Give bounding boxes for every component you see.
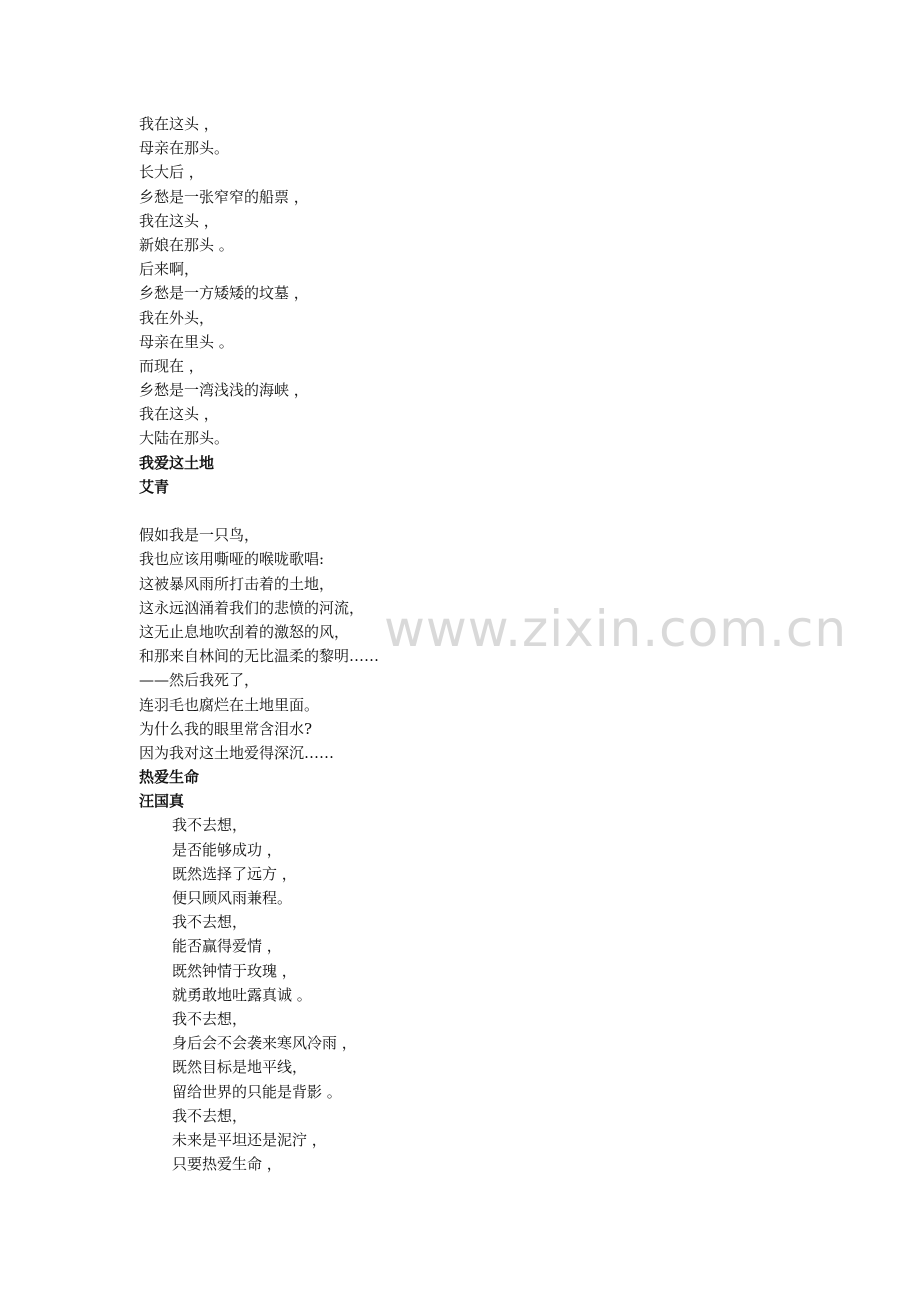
poem-line: 能否赢得爱情 ， (172, 937, 282, 956)
poem-author: 艾青 (139, 477, 170, 496)
poem-line: 后来啊， (139, 260, 200, 279)
poem-line: 就勇敢地吐露真诚 。 (172, 985, 312, 1004)
poem-line: 我不去想， (172, 1106, 248, 1125)
poem-line: 这无止息地吹刮着的激怒的风， (139, 622, 350, 641)
poem-line: 大陆在那头。 (139, 429, 230, 448)
poem-wo-ai-zhe-tudi (139, 451, 819, 765)
poem-line: 新娘在那头 。 (139, 235, 234, 254)
poem-line: 是否能够成功 ， (172, 840, 282, 859)
poem-line: 而现在 ， (139, 356, 204, 375)
poem-title: 我爱这土地 (139, 453, 215, 472)
poem-line: 只要热爱生命 ， (172, 1155, 282, 1174)
site-watermark: www.zixin.com.cn (384, 600, 848, 658)
poem-line: 和那来自林间的无比温柔的黎明…… (139, 647, 380, 666)
poem-line: 假如我是一只鸟， (139, 526, 260, 545)
poem-line: 我不去想， (172, 1009, 248, 1028)
blank-line (139, 499, 819, 523)
poem-line: 我不去想， (172, 913, 248, 932)
poem-line: 因为我对这土地爱得深沉…… (139, 743, 335, 762)
poem-line: 乡愁是一方矮矮的坟墓 ， (139, 284, 309, 303)
document-page (139, 112, 819, 1176)
poem-line: 既然钟情于玫瑰 ， (172, 961, 297, 980)
poem-line: 母亲在里头 。 (139, 332, 234, 351)
poem-line: 我在这头 ， (139, 115, 219, 133)
poem-line: 未来是平坦还是泥泞 ， (172, 1130, 327, 1149)
poem-line: 便只顾风雨兼程。 (172, 889, 293, 907)
poem-xiangchou-excerpt (139, 112, 819, 451)
poem-line: 我在这头 ， (139, 405, 219, 424)
poem-line: 我在这头 ， (139, 211, 219, 230)
poem-line: 留给世界的只能是背影 。 (172, 1082, 342, 1101)
poem-line: 我也应该用嘶哑的喉咙歌唱: (139, 550, 325, 569)
poem-line: 连羽毛也腐烂在土地里面。 (139, 695, 320, 714)
poem-line: 既然选择了远方 ， (172, 864, 297, 883)
poem-line: 既然目标是地平线， (172, 1058, 308, 1077)
poem-line: 乡愁是一张窄窄的船票 ， (139, 187, 309, 206)
poem-title: 热爱生命 (139, 768, 200, 787)
poem-author: 汪国真 (139, 792, 185, 811)
poem-line: 乡愁是一湾浅浅的海峡 ， (139, 381, 309, 400)
poem-line: 我在外头， (139, 308, 215, 327)
poem-re-ai-shengming (139, 765, 819, 1176)
poem-line: 为什么我的眼里常含泪水? (139, 719, 313, 738)
poem-line: 我不去想， (172, 816, 248, 835)
poem-line: 长大后 ， (139, 163, 204, 182)
poem-line: 这永远汹涌着我们的悲愤的河流， (139, 598, 365, 617)
poem-line: 身后会不会袭来寒风冷雨 ， (172, 1034, 357, 1053)
poem-line: 这被暴风雨所打击着的土地， (139, 574, 335, 593)
poem-line: 母亲在那头。 (139, 139, 230, 158)
poem-line: ——然后我死了， (139, 671, 260, 690)
